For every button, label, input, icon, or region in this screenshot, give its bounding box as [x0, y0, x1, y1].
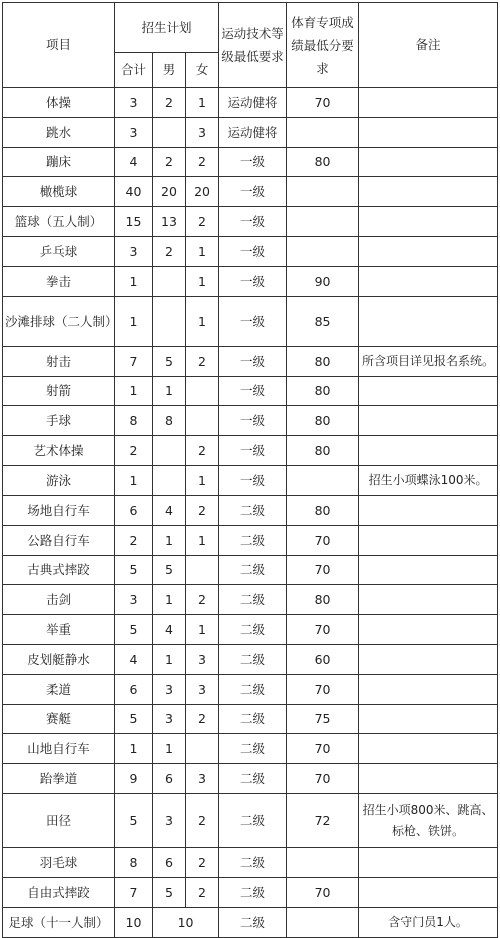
cell-remark	[359, 177, 498, 207]
cell-project: 橄榄球	[3, 177, 115, 207]
cell-total: 7	[115, 878, 153, 908]
cell-level: 二级	[219, 585, 287, 615]
table-row	[3, 297, 498, 347]
cell-total: 3	[115, 118, 153, 148]
cell-score: 70	[287, 556, 359, 585]
cell-project: 柔道	[3, 675, 115, 705]
cell-male	[153, 466, 186, 496]
table-row	[3, 585, 498, 615]
cell-score	[287, 177, 359, 207]
cell-remark	[359, 734, 498, 764]
cell-male: 2	[153, 88, 186, 118]
cell-score	[287, 237, 359, 267]
cell-male: 3	[153, 794, 186, 848]
cell-female: 1	[186, 615, 219, 645]
cell-male: 5	[153, 347, 186, 377]
cell-male	[153, 267, 186, 297]
table-row	[3, 764, 498, 794]
cell-level: 二级	[219, 794, 287, 848]
cell-remark	[359, 764, 498, 794]
cell-level: 二级	[219, 878, 287, 908]
table-row	[3, 496, 498, 526]
cell-female: 2	[186, 148, 219, 177]
cell-total: 8	[115, 848, 153, 878]
cell-remark	[359, 207, 498, 237]
cell-level: 二级	[219, 556, 287, 585]
table-row	[3, 556, 498, 585]
cell-score: 80	[287, 148, 359, 177]
cell-remark	[359, 556, 498, 585]
cell-male	[153, 118, 186, 148]
cell-remark	[359, 705, 498, 734]
cell-remark	[359, 645, 498, 675]
cell-total: 5	[115, 556, 153, 585]
cell-score: 70	[287, 615, 359, 645]
cell-score: 80	[287, 347, 359, 377]
header-project: 项目	[3, 3, 115, 88]
table-row	[3, 118, 498, 148]
cell-remark	[359, 878, 498, 908]
cell-project: 古典式摔跤	[3, 556, 115, 585]
cell-remark	[359, 675, 498, 705]
cell-level: 二级	[219, 764, 287, 794]
cell-male: 3	[153, 675, 186, 705]
cell-total: 6	[115, 675, 153, 705]
cell-total: 40	[115, 177, 153, 207]
cell-total: 3	[115, 88, 153, 118]
cell-score: 72	[287, 794, 359, 848]
header-plan: 招生计划	[115, 3, 219, 53]
cell-total: 2	[115, 526, 153, 556]
cell-male: 1	[153, 645, 186, 675]
cell-project: 游泳	[3, 466, 115, 496]
cell-male: 10	[153, 908, 219, 938]
header-score: 体育专项成绩最低分要求	[287, 3, 359, 88]
cell-female: 3	[186, 118, 219, 148]
cell-project: 射箭	[3, 377, 115, 406]
cell-level: 二级	[219, 615, 287, 645]
cell-remark	[359, 848, 498, 878]
cell-male: 5	[153, 878, 186, 908]
cell-level: 一级	[219, 436, 287, 466]
cell-male: 2	[153, 237, 186, 267]
cell-level: 一级	[219, 347, 287, 377]
cell-female: 1	[186, 237, 219, 267]
table-row	[3, 878, 498, 908]
cell-project: 田径	[3, 794, 115, 848]
cell-score	[287, 207, 359, 237]
cell-project: 击剑	[3, 585, 115, 615]
cell-total: 5	[115, 705, 153, 734]
cell-remark	[359, 526, 498, 556]
table-row	[3, 848, 498, 878]
cell-male: 20	[153, 177, 186, 207]
table-row	[3, 347, 498, 377]
cell-score: 80	[287, 585, 359, 615]
cell-project: 拳击	[3, 267, 115, 297]
table-body	[3, 88, 498, 938]
cell-project: 篮球（五人制）	[3, 207, 115, 237]
cell-female: 2	[186, 347, 219, 377]
cell-score	[287, 848, 359, 878]
cell-total: 8	[115, 406, 153, 436]
cell-level: 一级	[219, 237, 287, 267]
table-row	[3, 436, 498, 466]
cell-female: 2	[186, 705, 219, 734]
cell-total: 1	[115, 466, 153, 496]
table-row	[3, 675, 498, 705]
cell-score: 70	[287, 88, 359, 118]
cell-total: 15	[115, 207, 153, 237]
cell-score: 80	[287, 496, 359, 526]
cell-level: 一级	[219, 466, 287, 496]
cell-remark	[359, 377, 498, 406]
table-row	[3, 237, 498, 267]
cell-female: 2	[186, 207, 219, 237]
cell-score: 80	[287, 377, 359, 406]
cell-male: 1	[153, 585, 186, 615]
cell-female: 1	[186, 88, 219, 118]
cell-level: 二级	[219, 645, 287, 675]
cell-remark: 招生小项800米、跳高、标枪、铁饼。	[359, 794, 498, 848]
cell-project: 羽毛球	[3, 848, 115, 878]
cell-remark	[359, 237, 498, 267]
cell-level: 一级	[219, 377, 287, 406]
cell-remark	[359, 267, 498, 297]
table-row	[3, 177, 498, 207]
cell-total: 10	[115, 908, 153, 938]
cell-male: 6	[153, 764, 186, 794]
table-row	[3, 148, 498, 177]
cell-female: 2	[186, 794, 219, 848]
cell-project: 山地自行车	[3, 734, 115, 764]
cell-female: 2	[186, 848, 219, 878]
cell-male: 1	[153, 526, 186, 556]
cell-female: 1	[186, 297, 219, 347]
cell-female	[186, 377, 219, 406]
cell-level: 二级	[219, 675, 287, 705]
cell-score	[287, 466, 359, 496]
cell-score: 70	[287, 734, 359, 764]
cell-female: 1	[186, 267, 219, 297]
table-row	[3, 377, 498, 406]
cell-project: 蹦床	[3, 148, 115, 177]
cell-remark	[359, 615, 498, 645]
cell-remark	[359, 297, 498, 347]
cell-female: 2	[186, 436, 219, 466]
cell-male: 3	[153, 705, 186, 734]
cell-remark	[359, 585, 498, 615]
header-female: 女	[186, 53, 219, 88]
table-row	[3, 406, 498, 436]
cell-project: 手球	[3, 406, 115, 436]
cell-score: 70	[287, 878, 359, 908]
cell-level: 二级	[219, 734, 287, 764]
cell-level: 一级	[219, 177, 287, 207]
cell-level: 二级	[219, 848, 287, 878]
cell-project: 赛艇	[3, 705, 115, 734]
table-row	[3, 267, 498, 297]
cell-score: 70	[287, 764, 359, 794]
cell-male: 4	[153, 615, 186, 645]
cell-project: 皮划艇静水	[3, 645, 115, 675]
table-row	[3, 615, 498, 645]
cell-female	[186, 406, 219, 436]
cell-remark: 招生小项蝶泳100米。	[359, 466, 498, 496]
table-row	[3, 705, 498, 734]
cell-total: 1	[115, 734, 153, 764]
cell-total: 3	[115, 237, 153, 267]
cell-remark	[359, 118, 498, 148]
cell-project: 场地自行车	[3, 496, 115, 526]
header-remark: 备注	[359, 3, 498, 88]
cell-remark: 含守门员1人。	[359, 908, 498, 938]
cell-female	[186, 556, 219, 585]
cell-score: 90	[287, 267, 359, 297]
cell-score: 85	[287, 297, 359, 347]
cell-level: 运动健将	[219, 118, 287, 148]
cell-project: 公路自行车	[3, 526, 115, 556]
cell-total: 1	[115, 297, 153, 347]
cell-male: 4	[153, 496, 186, 526]
table-row	[3, 207, 498, 237]
cell-female: 2	[186, 585, 219, 615]
cell-score	[287, 908, 359, 938]
cell-female: 20	[186, 177, 219, 207]
cell-female: 3	[186, 764, 219, 794]
cell-remark	[359, 436, 498, 466]
cell-score: 80	[287, 436, 359, 466]
cell-project: 沙滩排球（二人制）	[3, 297, 115, 347]
cell-level: 二级	[219, 526, 287, 556]
cell-remark	[359, 406, 498, 436]
cell-project: 跆拳道	[3, 764, 115, 794]
cell-project: 足球（十一人制）	[3, 908, 115, 938]
cell-total: 4	[115, 645, 153, 675]
header-total: 合计	[115, 53, 153, 88]
cell-total: 3	[115, 585, 153, 615]
cell-male: 1	[153, 734, 186, 764]
cell-project: 体操	[3, 88, 115, 118]
cell-total: 7	[115, 347, 153, 377]
cell-score: 60	[287, 645, 359, 675]
cell-total: 5	[115, 794, 153, 848]
cell-female: 3	[186, 645, 219, 675]
cell-male: 2	[153, 148, 186, 177]
cell-score	[287, 118, 359, 148]
cell-remark	[359, 88, 498, 118]
cell-score: 75	[287, 705, 359, 734]
cell-project: 自由式摔跤	[3, 878, 115, 908]
cell-total: 1	[115, 377, 153, 406]
cell-level: 二级	[219, 908, 287, 938]
cell-female	[186, 734, 219, 764]
header-male: 男	[153, 53, 186, 88]
table-row	[3, 466, 498, 496]
cell-total: 4	[115, 148, 153, 177]
header-level: 运动技术等级最低要求	[219, 3, 287, 88]
cell-female: 2	[186, 878, 219, 908]
cell-female: 2	[186, 496, 219, 526]
cell-level: 一级	[219, 267, 287, 297]
cell-male: 8	[153, 406, 186, 436]
cell-score: 80	[287, 406, 359, 436]
cell-male: 13	[153, 207, 186, 237]
cell-level: 运动健将	[219, 88, 287, 118]
cell-male: 1	[153, 377, 186, 406]
table-row	[3, 526, 498, 556]
cell-remark	[359, 148, 498, 177]
cell-male: 6	[153, 848, 186, 878]
cell-female: 1	[186, 526, 219, 556]
table-header	[3, 3, 498, 88]
cell-total: 2	[115, 436, 153, 466]
table-row	[3, 794, 498, 848]
cell-level: 一级	[219, 148, 287, 177]
cell-female: 3	[186, 675, 219, 705]
cell-total: 9	[115, 764, 153, 794]
cell-score: 70	[287, 675, 359, 705]
cell-level: 一级	[219, 297, 287, 347]
cell-level: 二级	[219, 496, 287, 526]
cell-male: 5	[153, 556, 186, 585]
cell-level: 一级	[219, 406, 287, 436]
cell-male	[153, 436, 186, 466]
cell-project: 乒乓球	[3, 237, 115, 267]
cell-level: 一级	[219, 207, 287, 237]
table-row	[3, 645, 498, 675]
cell-project: 跳水	[3, 118, 115, 148]
cell-remark: 所含项目详见报名系统。	[359, 347, 498, 377]
cell-total: 5	[115, 615, 153, 645]
cell-total: 1	[115, 267, 153, 297]
cell-project: 艺术体操	[3, 436, 115, 466]
cell-level: 二级	[219, 705, 287, 734]
cell-female: 1	[186, 466, 219, 496]
cell-total: 6	[115, 496, 153, 526]
cell-score: 70	[287, 526, 359, 556]
table-row	[3, 88, 498, 118]
cell-remark	[359, 496, 498, 526]
enrollment-table	[2, 2, 498, 938]
cell-male	[153, 297, 186, 347]
table-row-football	[3, 908, 498, 938]
table-row	[3, 734, 498, 764]
cell-project: 射击	[3, 347, 115, 377]
cell-project: 举重	[3, 615, 115, 645]
